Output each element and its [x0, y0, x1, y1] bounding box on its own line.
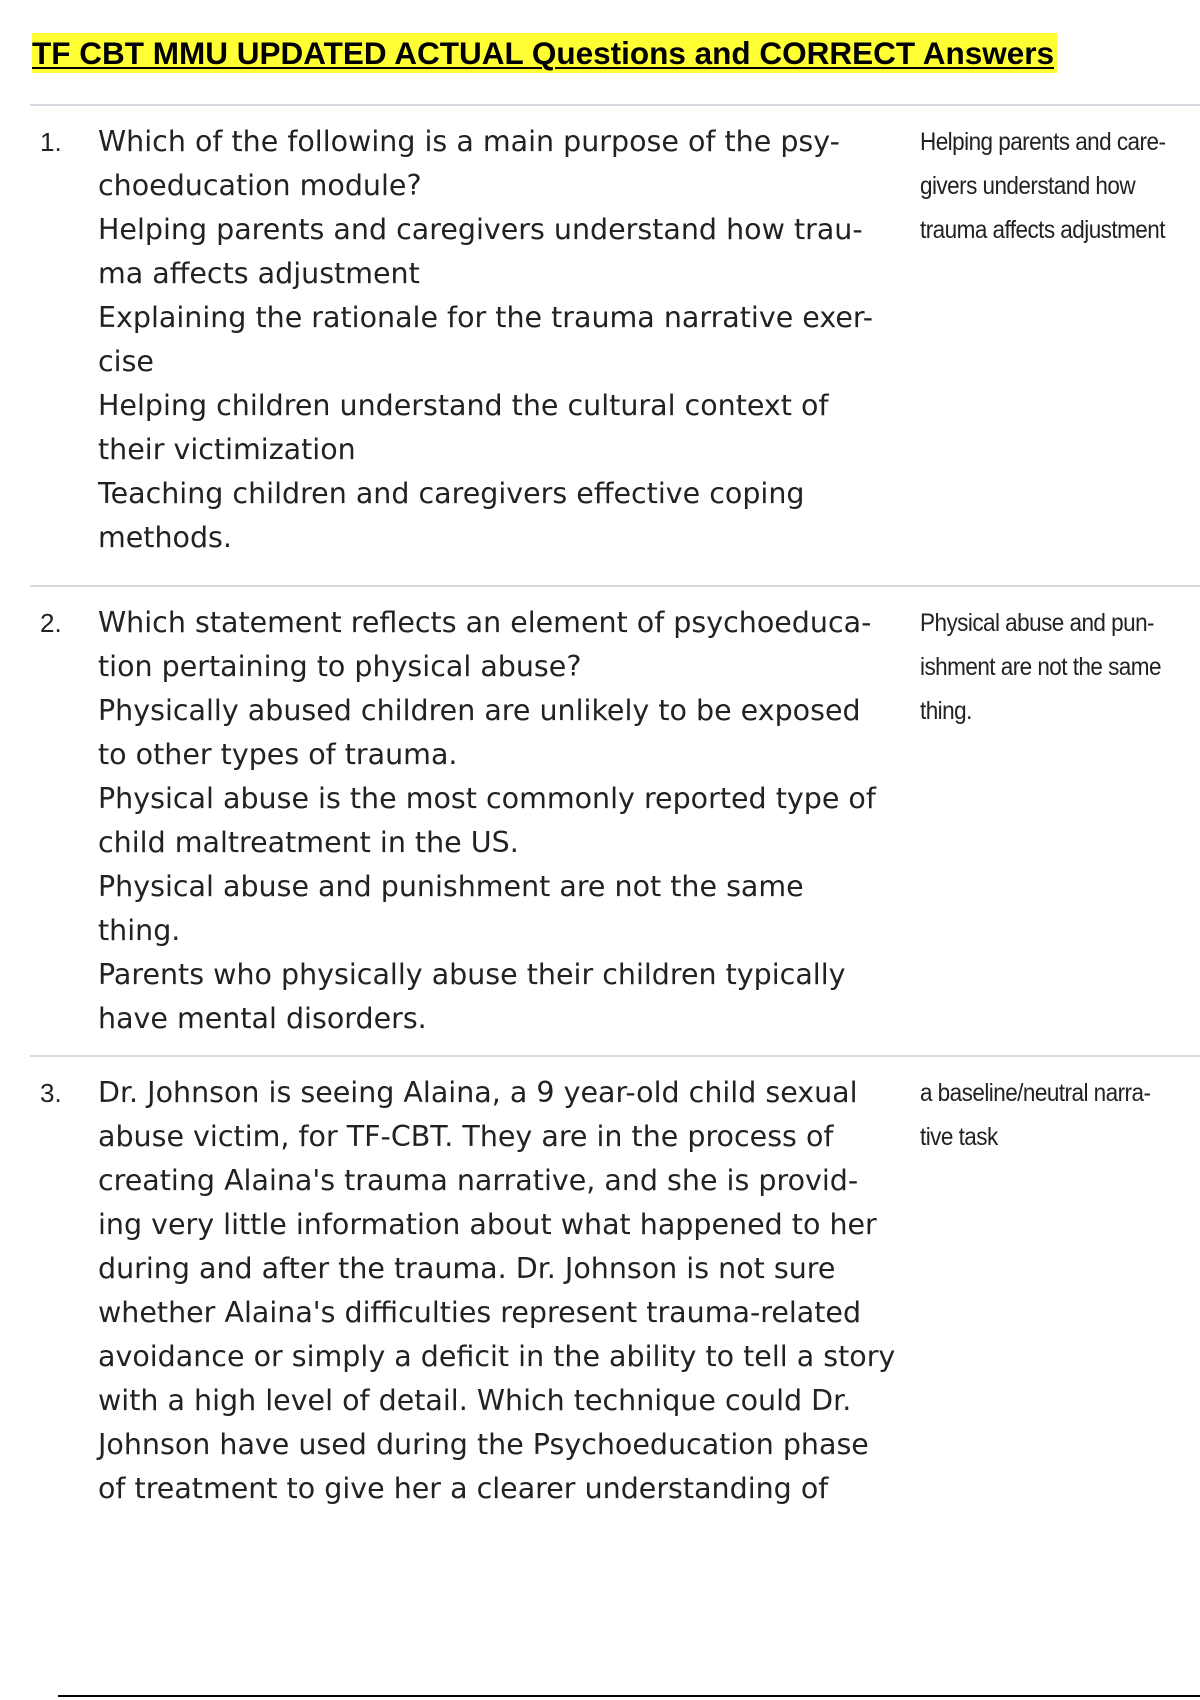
answer-option-line: ma affects adjustment — [98, 257, 420, 290]
question-block-1 — [30, 104, 1200, 554]
question-text-line: during and after the trauma. Dr. Johnson is not sure — [98, 1252, 836, 1285]
question-text-line: creating Alaina's trauma narrative, and she is provid- — [98, 1164, 859, 1197]
question-text-line: choeducation module? — [98, 169, 422, 202]
answer-option-line: thing. — [98, 914, 181, 947]
correct-answer — [920, 1071, 1200, 1159]
question-body — [98, 601, 940, 1041]
answer-text-line: thing. — [920, 697, 972, 725]
question-body — [98, 120, 940, 560]
answer-text-line: tive task — [920, 1123, 998, 1151]
answer-option-line: Physically abused children are unlikely to be exposed — [98, 694, 861, 727]
answer-text-line: a baseline/neutral narra- — [920, 1079, 1151, 1107]
answer-option-line: Physical abuse and punishment are not the same — [98, 870, 804, 903]
question-text-line: Johnson have used during the Psychoeducation phase — [98, 1428, 869, 1461]
answer-option-line: have mental disorders. — [98, 1002, 427, 1035]
question-text-line: with a high level of detail. Which technique could Dr. — [98, 1384, 852, 1417]
answer-option-line: cise — [98, 345, 154, 378]
footer-divider — [58, 1695, 1200, 1697]
answer-option-line: Helping parents and caregivers understand how trau- — [98, 213, 863, 246]
question-block-3 — [30, 1055, 1200, 1517]
correct-answer — [920, 120, 1200, 252]
question-text-line: tion pertaining to physical abuse? — [98, 650, 582, 683]
question-block-2 — [30, 585, 1200, 1035]
answer-text-line: Helping parents and care- — [920, 128, 1166, 156]
question-text-line: Which of the following is a main purpose of the psy- — [98, 125, 840, 158]
question-text-line: ing very little information about what happened to her — [98, 1208, 877, 1241]
question-text-line: whether Alaina's difficulties represent trauma-related — [98, 1296, 862, 1329]
question-number: 1. — [40, 127, 62, 157]
answer-option-line: Explaining the rationale for the trauma narrative exer- — [98, 301, 874, 334]
answer-option-line: to other types of trauma. — [98, 738, 458, 771]
answer-option-line: methods. — [98, 521, 232, 554]
question-text-line: avoidance or simply a deficit in the ability to tell a story — [98, 1340, 896, 1373]
question-text-line: Which statement reflects an element of psychoeduca- — [98, 606, 872, 639]
answer-option-line: Teaching children and caregivers effective coping — [98, 477, 805, 510]
question-body — [98, 1071, 940, 1511]
question-text-line: Dr. Johnson is seeing Alaina, a 9 year-old child sexual — [98, 1076, 858, 1109]
question-text-line: abuse victim, for TF-CBT. They are in the process of — [98, 1120, 834, 1153]
answer-text-line: givers understand how — [920, 172, 1136, 200]
question-number: 3. — [40, 1078, 62, 1108]
question-text-line: of treatment to give her a clearer understanding of — [98, 1472, 829, 1505]
answer-option-line: Parents who physically abuse their children typically — [98, 958, 846, 991]
correct-answer — [920, 601, 1200, 733]
document-title: TF CBT MMU UPDATED ACTUAL Questions and CORRECT Answers — [32, 33, 1057, 73]
answer-text-line: ishment are not the same — [920, 653, 1161, 681]
answer-option-line: Physical abuse is the most commonly reported type of — [98, 782, 876, 815]
answer-option-line: Helping children understand the cultural context of — [98, 389, 829, 422]
answer-text-line: trauma affects adjustment — [920, 216, 1165, 244]
answer-option-line: their victimization — [98, 433, 356, 466]
question-number: 2. — [40, 608, 62, 638]
answer-option-line: child maltreatment in the US. — [98, 826, 519, 859]
answer-text-line: Physical abuse and pun- — [920, 609, 1154, 637]
